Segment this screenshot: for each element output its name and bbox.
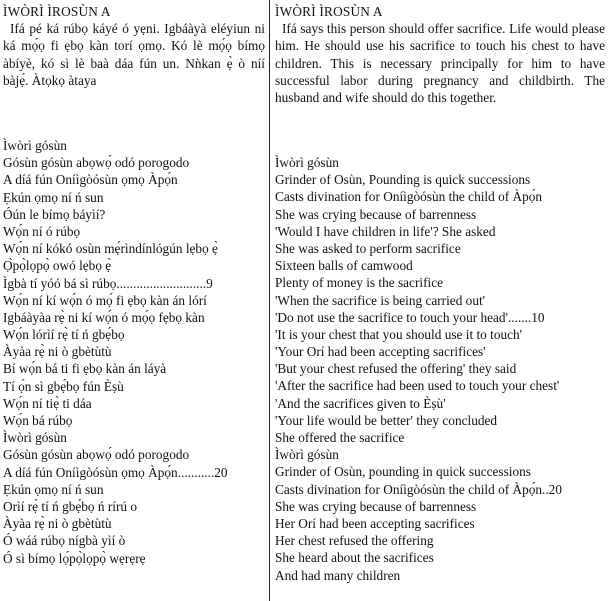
english-verse-line: 'After the sacrifice had been used to touch your chest' — [275, 378, 560, 394]
yoruba-verse-line: Wọ́n lórìí rẹ̀ tí ń gbẹ́bọ — [3, 327, 125, 343]
english-verse-line: She was crying because of barrenness — [275, 498, 477, 514]
yoruba-verse-line: A díá fún Oníìgòósùn ọmọ Àpọ́n — [3, 172, 178, 188]
column-divider — [269, 0, 270, 601]
yoruba-verse-line: Bí wọ́n bá ti fi ẹbọ kàn án láyà — [3, 361, 167, 377]
english-verse-line: Plenty of money is the sacrifice — [275, 275, 444, 291]
english-verse-line: 'When the sacrifice is being carried out' — [275, 292, 486, 308]
yoruba-verse — [3, 137, 265, 567]
yoruba-verse-line: Ìgbà tí yóó bá sì rúbọ...........................9 — [3, 275, 213, 291]
yoruba-verse-line: Gósùn gósùn abọwọ́ odó porogodo — [3, 155, 190, 171]
english-title: ÌWÒRÌ ÌROSÙN A — [275, 4, 383, 19]
english-verse-line: Casts divination for Oníìgòósùn the child of Àpọ́n..20 — [275, 481, 562, 497]
yoruba-verse-line: Ìwòrì gósùn — [3, 430, 67, 446]
english-verse-line: She was asked to perform sacrifice — [275, 240, 461, 256]
yoruba-verse-line: A díá fún Oníìgòósùn ọmọ Àpọ́n...........20 — [3, 464, 228, 480]
yoruba-verse-line: Wọ́n bá rúbọ — [3, 413, 73, 428]
english-intro: Ifá says this person should offer sacrifice. Life would please him. He should use his sacrifice to touch his chest to have children. This is necessary principally for him to have successful labor during pregnancy and childbirth. The husband and wife should do this together. — [275, 21, 605, 106]
yoruba-verse-line: Igbáàyàa rẹ̀ ni kí wọ́n ó mọ́ọ fẹbọ kàn — [3, 309, 205, 325]
english-verse-line: 'Do not use the sacrifice to touch your head'.......10 — [275, 309, 545, 325]
yoruba-verse-line: Tí ọ́n sì gbẹ́bọ fún Èṣù — [3, 378, 124, 394]
english-verse-line: 'It is your chest that you should use it to touch' — [275, 326, 523, 342]
yoruba-title: ÌWÒRÌ ÌROSÙN A — [3, 4, 111, 19]
yoruba-verse-line: Àyàa rẹ̀ ni ò gbètùtù — [3, 516, 112, 532]
english-verse-line: She was crying because of barrenness — [275, 206, 477, 222]
yoruba-column — [3, 3, 265, 567]
yoruba-verse-line: Ìwòrì gósùn — [3, 138, 67, 153]
english-verse — [275, 154, 605, 584]
yoruba-verse-line: Ẹkún ọmọ ní ń sun — [3, 481, 104, 497]
yoruba-verse-line: Wọ́n ní kókó osùn mẹ́rìndínlógún lẹbọ ẹ̀ — [3, 241, 218, 257]
english-verse-line: Her chest refused the offering — [275, 533, 434, 549]
english-verse-line: Casts divination for Oníìgòósùn the child of Àpọ́n — [275, 189, 543, 205]
yoruba-verse-line: Ó sì bímọ lọ́pọ̀lọpọ̀ wẹrẹrẹ — [3, 550, 146, 566]
english-column — [275, 3, 605, 584]
english-verse-line: 'Would I have children in life'? She asked — [275, 223, 496, 239]
english-intro-block — [275, 3, 605, 154]
yoruba-verse-line: Ẹkún ọmọ ní ń sun — [3, 189, 104, 205]
yoruba-verse-line: Ọ̀pọ̀lọpọ̀ owó lẹbọ ẹ̀ — [3, 258, 112, 274]
english-verse-line: Her Orí had been accepting sacrifices — [275, 515, 475, 531]
yoruba-verse-line: Orìí rẹ̀ tí ń gbẹ́bọ ń rírú o — [3, 498, 138, 514]
english-verse-line: And had many children — [275, 567, 401, 583]
english-verse-line: 'But your chest refused the offering' they said — [275, 361, 517, 377]
yoruba-verse-line: Wọ́n ní tiẹ̀ ti dáa — [3, 395, 92, 411]
yoruba-verse-line: Wọ́n ní ó rúbọ — [3, 223, 81, 239]
english-verse-line: Grinder of Osùn, Pounding is quick successions — [275, 172, 531, 188]
english-verse-line: 'Your life would be better' they concluded — [275, 412, 498, 428]
english-verse-line: 'Your Orí had been accepting sacrifices' — [275, 344, 486, 360]
english-verse-line: 'And the sacrifices given to Èṣù' — [275, 395, 446, 411]
english-verse-line: Ìwòrì gósùn — [275, 447, 339, 463]
yoruba-verse-line: Wọ́n ní kí wọ́n ó mọ́ fi ẹbọ kàn án lórí — [3, 292, 207, 308]
english-verse-line: She offered the sacrifice — [275, 430, 405, 445]
yoruba-verse-line: Ó wáá rúbọ nígbà yìí ò — [3, 533, 126, 549]
yoruba-verse-line: Óún le bímọ báyìí? — [3, 206, 106, 222]
english-verse-line: Grinder of Osùn, pounding in quick successions — [275, 464, 531, 480]
english-verse-line: Sixteen balls of camwood — [275, 258, 413, 274]
english-verse-line: Ìwòrì gósùn — [275, 155, 339, 170]
english-verse-line: She heard about the sacrifices — [275, 550, 434, 566]
yoruba-intro-block — [3, 3, 265, 137]
yoruba-verse-line: Gósùn gósùn abọwọ́ odó porogodo — [3, 447, 190, 463]
yoruba-intro: Ifá pé ká rúbọ káyé ó yẹni. Igbáàyà eléyiun ni ká mọ́ọ fi ẹbọ kàn torí ọmọ. Kó lè mọ́ọ bímọ àbíyè, kó sì lè baà dáa fún un. Nǹkan ẹ̀ ò níí bàjẹ́. Àtọkọ àtaya — [3, 21, 265, 88]
yoruba-verse-line: Àyàa rẹ̀ ni ò gbètùtù — [3, 344, 112, 360]
